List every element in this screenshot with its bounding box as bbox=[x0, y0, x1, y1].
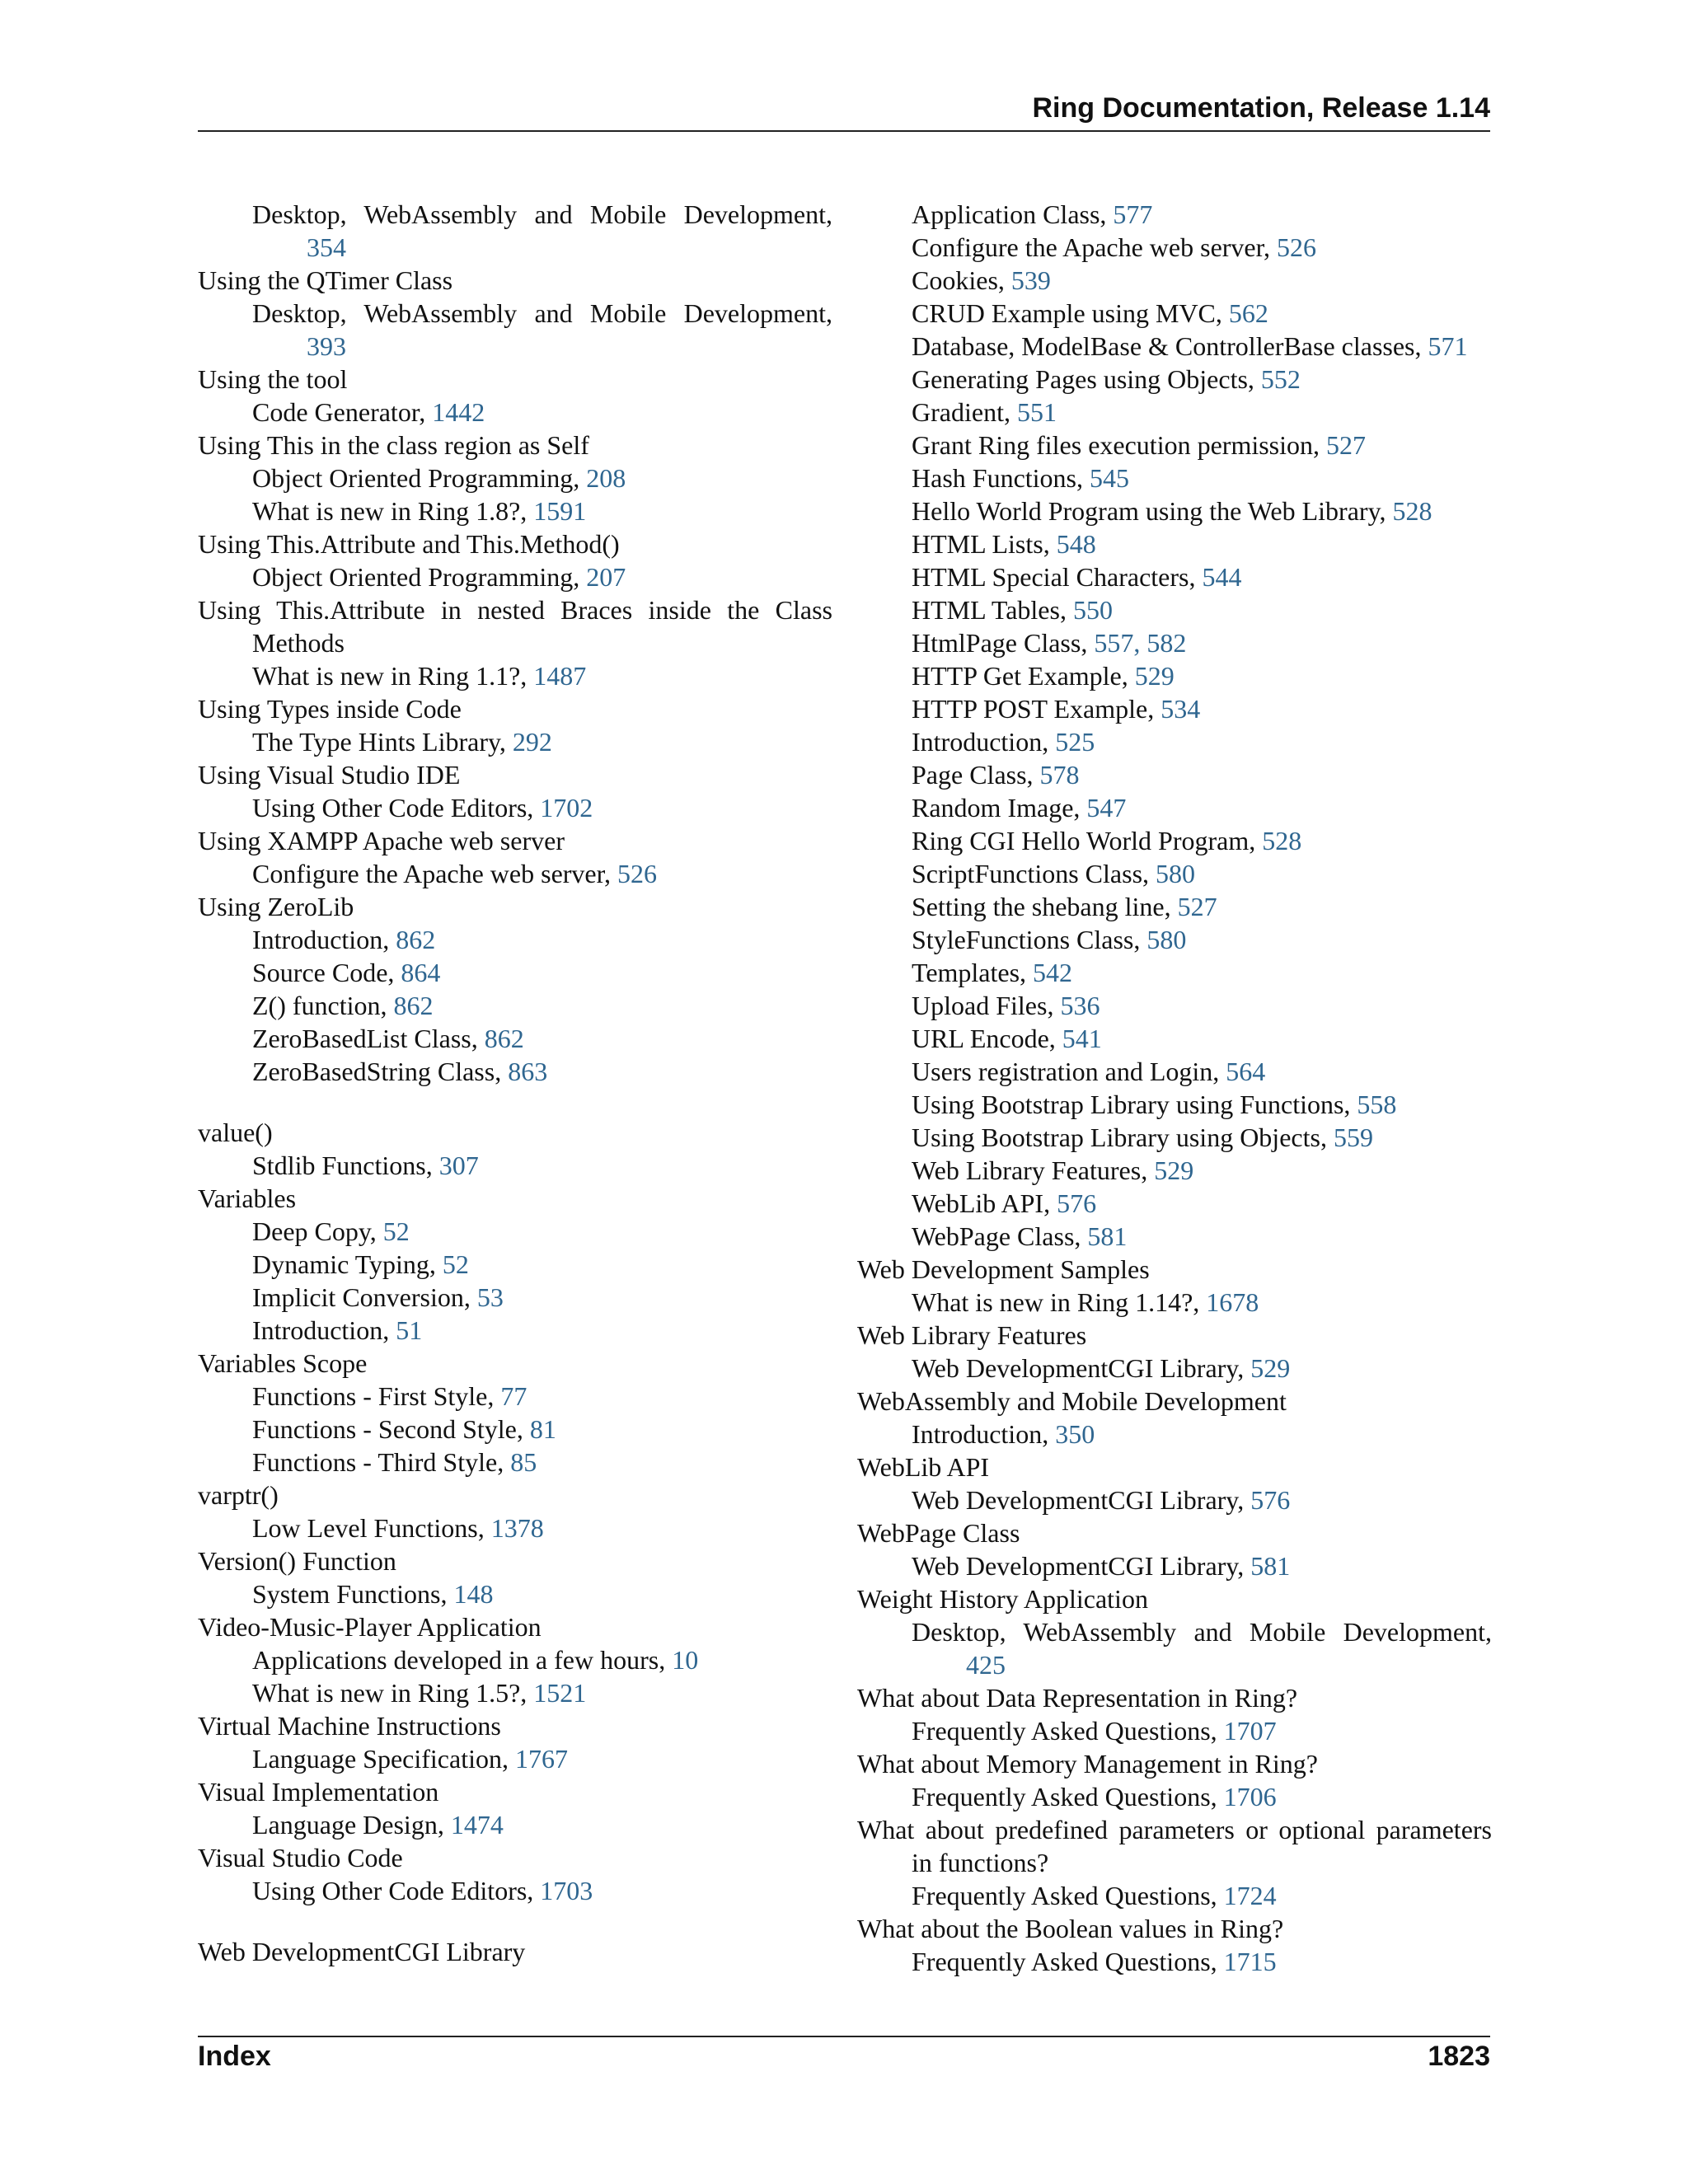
index-subentry bbox=[857, 857, 1492, 890]
index-term bbox=[198, 593, 832, 659]
index-subentry bbox=[857, 527, 1492, 560]
index-subentry bbox=[857, 264, 1492, 297]
index-subentry bbox=[857, 396, 1492, 429]
index-subentry bbox=[198, 989, 832, 1022]
entry-text: Implicit Conversion, bbox=[252, 1282, 471, 1312]
entry-text: Object Oriented Programming, bbox=[252, 562, 580, 592]
index-subentry bbox=[198, 956, 832, 989]
entry-text: Using the tool bbox=[198, 364, 348, 394]
entry-text: HTML Special Characters, bbox=[912, 562, 1196, 592]
page-link[interactable]: 148 bbox=[453, 1579, 494, 1609]
index-subentry bbox=[857, 198, 1492, 231]
entry-text: Object Oriented Programming, bbox=[252, 463, 580, 493]
page-link[interactable]: 558 bbox=[1357, 1090, 1397, 1119]
index-term bbox=[198, 1182, 832, 1215]
entry-text: Version() Function bbox=[198, 1546, 396, 1576]
index-subentry bbox=[857, 1121, 1492, 1154]
page-link[interactable]: 529 bbox=[1134, 661, 1175, 691]
entry-text: Visual Studio Code bbox=[198, 1843, 403, 1872]
index-term bbox=[198, 692, 832, 725]
entry-text: URL Encode, bbox=[912, 1024, 1056, 1053]
entry-text: Z() function, bbox=[252, 991, 387, 1020]
index-subentry bbox=[198, 1314, 832, 1347]
index-term bbox=[198, 1841, 832, 1874]
entry-text: Hello World Program using the Web Library, bbox=[912, 496, 1386, 526]
entry-text: What is new in Ring 1.14?, bbox=[912, 1287, 1200, 1317]
entry-text: Application Class, bbox=[912, 199, 1107, 229]
entry-text: Frequently Asked Questions, bbox=[912, 1716, 1217, 1746]
page-link[interactable]: 1707 bbox=[1223, 1716, 1277, 1746]
index-subentry bbox=[198, 494, 832, 527]
entry-text: Using Other Code Editors, bbox=[252, 793, 534, 823]
entry-text: Using This in the class region as Self bbox=[198, 430, 589, 460]
index-term bbox=[198, 1116, 832, 1149]
page-link[interactable]: 581 bbox=[1250, 1551, 1291, 1581]
page-link[interactable]: 580 bbox=[1146, 925, 1187, 954]
entry-text: WebPage Class bbox=[857, 1518, 1020, 1548]
page-link[interactable]: 557, 582 bbox=[1094, 628, 1187, 658]
entry-text: Stdlib Functions, bbox=[252, 1151, 433, 1180]
page-link[interactable]: 53 bbox=[476, 1282, 504, 1312]
index-term bbox=[198, 429, 832, 462]
running-header-title: Ring Documentation, Release 1.14 bbox=[1032, 92, 1490, 124]
page-link[interactable]: 77 bbox=[500, 1381, 528, 1411]
entry-text: Introduction, bbox=[912, 727, 1049, 757]
index-subentry bbox=[198, 396, 832, 429]
index-subentry bbox=[857, 560, 1492, 593]
page-link[interactable]: 576 bbox=[1250, 1485, 1291, 1515]
page-link[interactable]: 562 bbox=[1228, 298, 1268, 328]
page-link[interactable]: 545 bbox=[1090, 463, 1129, 493]
index-term bbox=[857, 1385, 1492, 1418]
entry-text: Low Level Functions, bbox=[252, 1513, 485, 1543]
index-term bbox=[198, 1544, 832, 1577]
index-subentry bbox=[198, 725, 832, 758]
index-subentry bbox=[857, 956, 1492, 989]
index-subentry bbox=[198, 198, 832, 264]
index-subentry bbox=[857, 1615, 1492, 1681]
index-subentry bbox=[198, 1643, 832, 1676]
entry-text: What is new in Ring 1.1?, bbox=[252, 661, 528, 691]
entry-text: HTTP POST Example, bbox=[912, 694, 1155, 724]
page-link[interactable]: 85 bbox=[510, 1447, 537, 1477]
page-link[interactable]: 862 bbox=[484, 1024, 524, 1053]
index-subentry bbox=[857, 593, 1492, 626]
page-link[interactable]: 1706 bbox=[1223, 1782, 1277, 1811]
entry-text: Cookies, bbox=[912, 265, 1005, 295]
entry-text: Gradient, bbox=[912, 397, 1010, 427]
page-link[interactable]: 559 bbox=[1333, 1122, 1373, 1152]
entry-text: Using ZeroLib bbox=[198, 892, 354, 921]
index-term bbox=[198, 1709, 832, 1742]
index-subentry bbox=[857, 725, 1492, 758]
entry-text: What about the Boolean values in Ring? bbox=[857, 1914, 1284, 1943]
page-link[interactable]: 539 bbox=[1010, 265, 1051, 295]
index-subentry bbox=[198, 1149, 832, 1182]
footer-section-label: Index bbox=[198, 2041, 271, 2072]
index-subentry bbox=[857, 1055, 1492, 1088]
entry-text: Using This.Attribute in nested Braces inside the Class Methods bbox=[198, 595, 832, 658]
index-subentry bbox=[198, 1874, 832, 1907]
entry-text: ZeroBasedString Class, bbox=[252, 1057, 502, 1086]
page-link[interactable]: 425 bbox=[966, 1650, 1006, 1680]
entry-text: Dynamic Typing, bbox=[252, 1249, 436, 1279]
entry-text: Web Library Features, bbox=[912, 1155, 1148, 1185]
entry-text: Grant Ring files execution permission, bbox=[912, 430, 1320, 460]
entry-text: Web DevelopmentCGI Library, bbox=[912, 1485, 1245, 1515]
index-term bbox=[857, 1681, 1492, 1714]
entry-text: What about predefined parameters or optional parameters in functions? bbox=[857, 1815, 1492, 1877]
page-link[interactable]: 1724 bbox=[1223, 1881, 1277, 1910]
entry-text: HTTP Get Example, bbox=[912, 661, 1128, 691]
page-link[interactable]: 550 bbox=[1072, 595, 1113, 625]
page-link[interactable]: 292 bbox=[512, 727, 552, 757]
entry-text: HTML Lists, bbox=[912, 529, 1050, 559]
entry-text: Templates, bbox=[912, 958, 1027, 987]
index-term bbox=[198, 1935, 832, 1968]
index-term bbox=[857, 1747, 1492, 1780]
entry-text: Language Design, bbox=[252, 1810, 444, 1840]
entry-text: Using Other Code Editors, bbox=[252, 1876, 534, 1905]
entry-text: Web DevelopmentCGI Library, bbox=[912, 1551, 1245, 1581]
page-link[interactable]: 529 bbox=[1250, 1353, 1291, 1383]
index-subentry bbox=[857, 231, 1492, 264]
entry-text: Configure the Apache web server, bbox=[252, 859, 611, 888]
index-subentry bbox=[857, 1879, 1492, 1912]
index-term bbox=[857, 1516, 1492, 1549]
entry-text: Desktop, WebAssembly and Mobile Development, bbox=[252, 298, 832, 328]
index-subentry bbox=[857, 659, 1492, 692]
entry-text: Web Library Features bbox=[857, 1320, 1087, 1350]
entry-text: Users registration and Login, bbox=[912, 1057, 1220, 1086]
index-subentry bbox=[198, 1248, 832, 1281]
page-link[interactable]: 1591 bbox=[533, 496, 587, 526]
index-term bbox=[857, 1319, 1492, 1352]
index-subentry bbox=[198, 1808, 832, 1841]
index-subentry bbox=[857, 1220, 1492, 1253]
entry-text: Functions - Second Style, bbox=[252, 1414, 523, 1444]
entry-text: StyleFunctions Class, bbox=[912, 925, 1141, 954]
entry-text: Source Code, bbox=[252, 958, 395, 987]
entry-text: What is new in Ring 1.5?, bbox=[252, 1678, 528, 1708]
page-link[interactable]: 525 bbox=[1055, 727, 1095, 757]
page-link[interactable]: 528 bbox=[1262, 826, 1302, 855]
index-term bbox=[198, 758, 832, 791]
index-column-right bbox=[857, 198, 1492, 1978]
page-link[interactable]: 52 bbox=[442, 1249, 469, 1279]
index-subentry bbox=[198, 791, 832, 824]
entry-text: What about Data Representation in Ring? bbox=[857, 1683, 1298, 1713]
entry-text: Web Development Samples bbox=[857, 1254, 1150, 1284]
page-link[interactable]: 864 bbox=[401, 958, 441, 987]
index-subentry bbox=[857, 330, 1492, 363]
index-subentry bbox=[198, 1742, 832, 1775]
entry-text: Setting the shebang line, bbox=[912, 892, 1171, 921]
index-subentry bbox=[857, 1780, 1492, 1813]
entry-text: Desktop, WebAssembly and Mobile Development, bbox=[252, 199, 832, 229]
entry-text: HTML Tables, bbox=[912, 595, 1067, 625]
index-subentry bbox=[857, 1286, 1492, 1319]
entry-text: System Functions, bbox=[252, 1579, 448, 1609]
entry-text: Language Specification, bbox=[252, 1744, 509, 1774]
entry-text: Code Generator, bbox=[252, 397, 426, 427]
index-term bbox=[198, 1479, 832, 1511]
page-link[interactable]: 536 bbox=[1060, 991, 1100, 1020]
entry-text: Functions - Third Style, bbox=[252, 1447, 504, 1477]
index-term bbox=[198, 824, 832, 857]
entry-text: Upload Files, bbox=[912, 991, 1054, 1020]
index-subentry bbox=[857, 1714, 1492, 1747]
entry-text: Using This.Attribute and This.Method() bbox=[198, 529, 620, 559]
page-link[interactable]: 541 bbox=[1062, 1024, 1102, 1053]
page-link[interactable]: 527 bbox=[1326, 430, 1367, 460]
index-subentry bbox=[198, 1577, 832, 1610]
page-link[interactable]: 51 bbox=[396, 1315, 423, 1345]
page-link[interactable]: 564 bbox=[1226, 1057, 1266, 1086]
index-subentry bbox=[857, 626, 1492, 659]
page-link[interactable]: 544 bbox=[1202, 562, 1242, 592]
index-subentry bbox=[857, 363, 1492, 396]
index-term bbox=[857, 1582, 1492, 1615]
index-term bbox=[198, 264, 832, 297]
page-link[interactable]: 548 bbox=[1056, 529, 1096, 559]
entry-text: Generating Pages using Objects, bbox=[912, 364, 1254, 394]
entry-text: WebLib API, bbox=[912, 1188, 1051, 1218]
page-link[interactable]: 350 bbox=[1055, 1419, 1095, 1449]
index-term bbox=[198, 1610, 832, 1643]
index-subentry bbox=[857, 1483, 1492, 1516]
entry-text: Applications developed in a few hours, bbox=[252, 1645, 666, 1675]
index-subentry bbox=[857, 1549, 1492, 1582]
index-subentry bbox=[857, 1154, 1492, 1187]
page-link[interactable]: 577 bbox=[1113, 199, 1153, 229]
entry-text: What about Memory Management in Ring? bbox=[857, 1749, 1318, 1779]
index-subentry bbox=[198, 1676, 832, 1709]
index-subentry bbox=[198, 1022, 832, 1055]
index-subentry bbox=[857, 297, 1492, 330]
index-term bbox=[857, 1912, 1492, 1945]
index-column-left bbox=[198, 198, 832, 1968]
entry-text: Variables bbox=[198, 1183, 297, 1213]
index-subentry bbox=[857, 1187, 1492, 1220]
index-subentry bbox=[198, 1511, 832, 1544]
index-subentry bbox=[857, 1088, 1492, 1121]
page-link[interactable]: 1487 bbox=[533, 661, 587, 691]
page-link[interactable]: 1442 bbox=[432, 397, 485, 427]
index-subentry bbox=[857, 824, 1492, 857]
entry-text: HtmlPage Class, bbox=[912, 628, 1088, 658]
entry-text: Visual Implementation bbox=[198, 1777, 439, 1807]
page-link[interactable]: 527 bbox=[1177, 892, 1217, 921]
index-subentry bbox=[857, 989, 1492, 1022]
entry-text: Using Bootstrap Library using Functions, bbox=[912, 1090, 1351, 1119]
entry-text: Web DevelopmentCGI Library bbox=[198, 1937, 526, 1966]
index-subentry bbox=[857, 1022, 1492, 1055]
index-subentry bbox=[857, 1945, 1492, 1978]
entry-text: value() bbox=[198, 1118, 273, 1147]
page-link[interactable]: 1474 bbox=[450, 1810, 504, 1840]
page-link[interactable]: 52 bbox=[382, 1216, 410, 1246]
page-link[interactable]: 576 bbox=[1057, 1188, 1097, 1218]
index-subentry bbox=[857, 758, 1492, 791]
index-subentry bbox=[857, 429, 1492, 462]
entry-text: The Type Hints Library, bbox=[252, 727, 506, 757]
entry-text: Functions - First Style, bbox=[252, 1381, 495, 1411]
entry-text: Using Types inside Code bbox=[198, 694, 462, 724]
index-subentry bbox=[857, 494, 1492, 527]
entry-text: ZeroBasedList Class, bbox=[252, 1024, 478, 1053]
index-subentry bbox=[198, 857, 832, 890]
page-link[interactable]: 1715 bbox=[1223, 1947, 1277, 1976]
page-link[interactable]: 581 bbox=[1087, 1221, 1128, 1251]
entry-text: Virtual Machine Instructions bbox=[198, 1711, 501, 1741]
entry-text: Using Bootstrap Library using Objects, bbox=[912, 1122, 1327, 1152]
page-link[interactable]: 208 bbox=[586, 463, 626, 493]
index-subentry bbox=[198, 1380, 832, 1413]
entry-text: Introduction, bbox=[252, 1315, 390, 1345]
footer-rule bbox=[198, 2036, 1490, 2037]
footer-page-number: 1823 bbox=[1428, 2041, 1490, 2072]
index-term bbox=[857, 1253, 1492, 1286]
page-link[interactable]: 547 bbox=[1086, 793, 1127, 823]
entry-text: CRUD Example using MVC, bbox=[912, 298, 1222, 328]
page-link[interactable]: 1678 bbox=[1206, 1287, 1259, 1317]
entry-text: What is new in Ring 1.8?, bbox=[252, 496, 528, 526]
page-link[interactable]: 307 bbox=[438, 1151, 479, 1180]
index-subentry bbox=[198, 1055, 832, 1088]
index-subentry bbox=[857, 890, 1492, 923]
entry-text: Introduction, bbox=[252, 925, 390, 954]
entry-text: Weight History Application bbox=[857, 1584, 1148, 1614]
page-link[interactable]: 551 bbox=[1016, 397, 1057, 427]
index-term bbox=[857, 1451, 1492, 1483]
entry-text: Using XAMPP Apache web server bbox=[198, 826, 565, 855]
header-rule bbox=[198, 130, 1490, 132]
page-link[interactable]: 81 bbox=[529, 1414, 556, 1444]
page-link[interactable]: 1703 bbox=[540, 1876, 593, 1905]
entry-text: Hash Functions, bbox=[912, 463, 1083, 493]
index-term bbox=[857, 1813, 1492, 1879]
index-subentry bbox=[198, 462, 832, 494]
index-subentry bbox=[857, 692, 1492, 725]
index-subentry bbox=[857, 1418, 1492, 1451]
index-subentry bbox=[198, 560, 832, 593]
index-subentry bbox=[198, 1446, 832, 1479]
page-link[interactable]: 526 bbox=[617, 859, 657, 888]
entry-text: Frequently Asked Questions, bbox=[912, 1947, 1217, 1976]
index-subentry bbox=[198, 659, 832, 692]
entry-text: Random Image, bbox=[912, 793, 1081, 823]
page-link[interactable]: 393 bbox=[307, 331, 346, 361]
page-link[interactable]: 863 bbox=[508, 1057, 548, 1086]
page-link[interactable]: 526 bbox=[1277, 232, 1316, 262]
page-link[interactable]: 1521 bbox=[533, 1678, 587, 1708]
page-link[interactable]: 862 bbox=[396, 925, 436, 954]
index-subentry bbox=[198, 1215, 832, 1248]
index-subentry bbox=[857, 1352, 1492, 1385]
entry-text: Page Class, bbox=[912, 760, 1034, 790]
page-link[interactable]: 10 bbox=[672, 1645, 699, 1675]
page-link[interactable]: 1702 bbox=[540, 793, 593, 823]
index-subentry bbox=[198, 1413, 832, 1446]
index-subentry bbox=[198, 297, 832, 363]
page-link[interactable]: 578 bbox=[1039, 760, 1080, 790]
page-link[interactable]: 571 bbox=[1428, 331, 1468, 361]
page-link[interactable]: 207 bbox=[586, 562, 626, 592]
entry-text: Configure the Apache web server, bbox=[912, 232, 1270, 262]
entry-text: Using the QTimer Class bbox=[198, 265, 453, 295]
page-link[interactable]: 580 bbox=[1156, 859, 1196, 888]
entry-text: Video-Music-Player Application bbox=[198, 1612, 542, 1642]
index-term bbox=[198, 1775, 832, 1808]
entry-text: WebPage Class, bbox=[912, 1221, 1081, 1251]
entry-text: Database, ModelBase & ControllerBase classes, bbox=[912, 331, 1422, 361]
entry-text: WebAssembly and Mobile Development bbox=[857, 1386, 1287, 1416]
index-term bbox=[198, 890, 832, 923]
index-subentry bbox=[857, 791, 1492, 824]
index-term bbox=[198, 527, 832, 560]
entry-text: Using Visual Studio IDE bbox=[198, 760, 461, 790]
page-link[interactable]: 1378 bbox=[490, 1513, 544, 1543]
page-link[interactable]: 529 bbox=[1154, 1155, 1194, 1185]
entry-text: WebLib API bbox=[857, 1452, 990, 1482]
entry-text: Desktop, WebAssembly and Mobile Development, bbox=[912, 1617, 1492, 1647]
entry-text: Variables Scope bbox=[198, 1348, 368, 1378]
index-subentry bbox=[198, 1281, 832, 1314]
entry-text: Frequently Asked Questions, bbox=[912, 1881, 1217, 1910]
entry-text: varptr() bbox=[198, 1480, 279, 1510]
index-subentry bbox=[857, 923, 1492, 956]
index-subentry bbox=[198, 923, 832, 956]
page-link[interactable]: 1767 bbox=[514, 1744, 568, 1774]
entry-text: Web DevelopmentCGI Library, bbox=[912, 1353, 1245, 1383]
entry-text: Ring CGI Hello World Program, bbox=[912, 826, 1256, 855]
entry-text: ScriptFunctions Class, bbox=[912, 859, 1150, 888]
entry-text: Frequently Asked Questions, bbox=[912, 1782, 1217, 1811]
page-link[interactable]: 542 bbox=[1033, 958, 1073, 987]
index-subentry bbox=[857, 462, 1492, 494]
index-term bbox=[198, 1347, 832, 1380]
page-link[interactable]: 528 bbox=[1392, 496, 1432, 526]
index-term bbox=[198, 363, 832, 396]
page-link[interactable]: 354 bbox=[307, 232, 346, 262]
entry-text: Deep Copy, bbox=[252, 1216, 377, 1246]
entry-text: Introduction, bbox=[912, 1419, 1049, 1449]
page-link[interactable]: 862 bbox=[393, 991, 434, 1020]
page-link[interactable]: 534 bbox=[1160, 694, 1201, 724]
page-link[interactable]: 552 bbox=[1260, 364, 1301, 394]
